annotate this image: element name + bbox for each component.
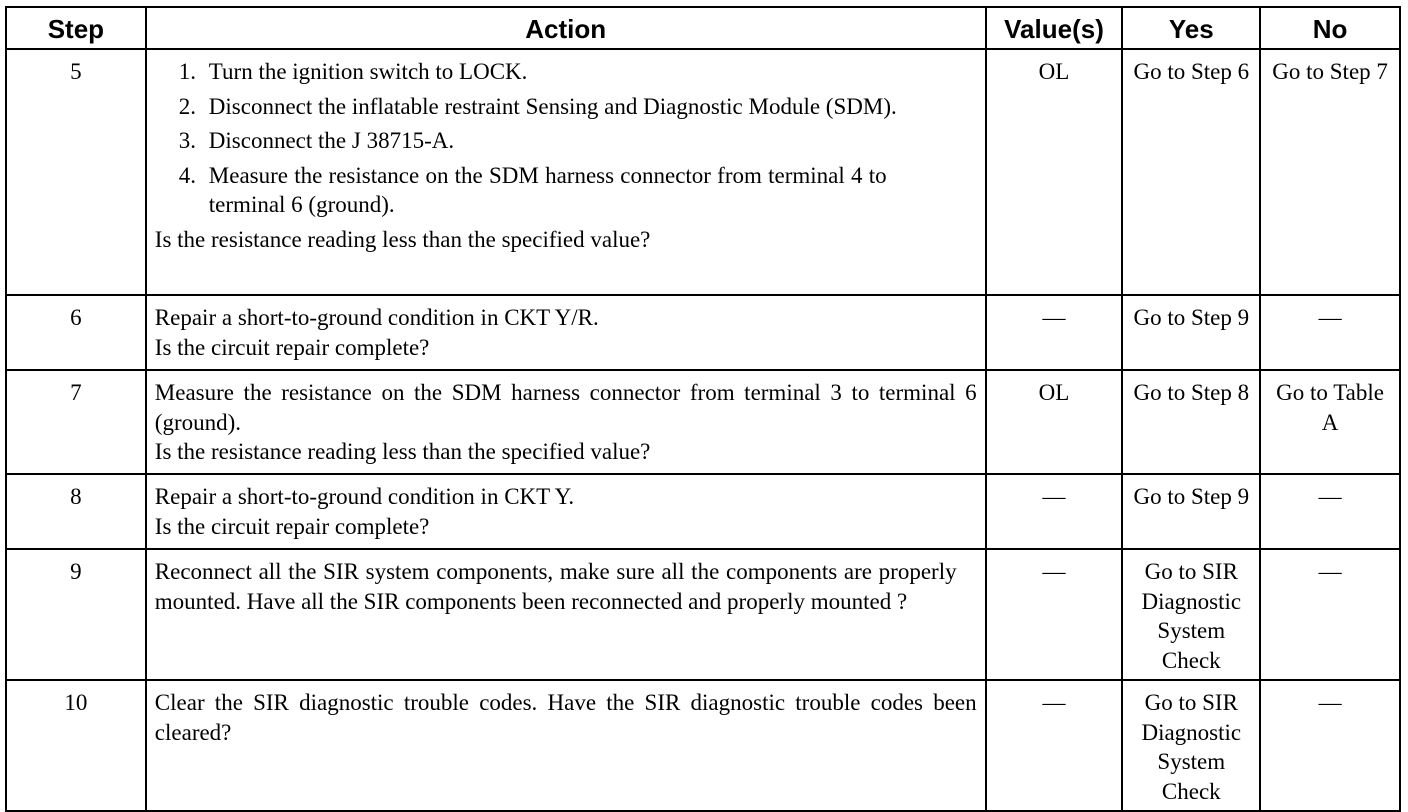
no-cell: Go to Table A — [1260, 370, 1400, 474]
table-row — [6, 370, 1400, 474]
table-header-row — [6, 7, 1400, 49]
action-cell — [146, 474, 986, 549]
action-cell — [146, 680, 986, 811]
step-number: 9 — [6, 549, 146, 680]
yes-cell: Go to SIR Diagnostic System Check — [1122, 549, 1260, 680]
value-cell: — — [986, 549, 1123, 680]
action-cell — [146, 370, 986, 474]
action-text: Repair a short-to-ground condition in CKT Y/R. — [154, 305, 599, 330]
substep: 1. Turn the ignition switch to LOCK. — [178, 59, 528, 84]
action-question: Is the circuit repair complete? — [154, 513, 430, 539]
action-text: Repair a short-to-ground condition in CKT Y. — [154, 484, 575, 509]
table-row — [6, 474, 1400, 549]
step-number: 8 — [6, 474, 146, 549]
no-cell: — — [1260, 295, 1400, 370]
substep: 2. Disconnect the inflatable restraint Sensing and Diagnostic Module (SDM). — [178, 93, 897, 119]
table-row — [6, 680, 1400, 811]
table-row — [6, 549, 1400, 680]
step-number: 7 — [6, 370, 146, 474]
yes-cell: Go to SIR Diagnostic System Check — [1122, 680, 1260, 811]
value-cell: OL — [986, 370, 1123, 474]
action-text: Clear the SIR diagnostic trouble codes. Have the SIR diagnostic trouble codes been cleared? — [154, 690, 977, 745]
action-cell — [146, 295, 986, 370]
action-text: Reconnect all the SIR system components, make sure all the components are properly mounted. Have all the SIR components been reconnected and properly mounted ? — [154, 559, 957, 614]
action-text: Measure the resistance on the SDM harness connector from terminal 3 to terminal 6 (ground). — [154, 380, 977, 435]
action-cell — [146, 49, 986, 295]
yes-cell: Go to Step 6 — [1122, 49, 1260, 295]
header-action: Action — [146, 7, 986, 49]
table-row — [6, 49, 1400, 295]
action-cell — [146, 549, 986, 680]
header-step: Step — [6, 7, 146, 49]
value-cell: OL — [986, 49, 1123, 295]
no-cell: Go to Step 7 — [1260, 49, 1400, 295]
value-cell: — — [986, 680, 1123, 811]
step-number: 10 — [6, 680, 146, 811]
substep-list — [155, 57, 977, 220]
action-question: Is the circuit repair complete? — [154, 334, 430, 360]
table-row — [6, 295, 1400, 370]
yes-cell: Go to Step 9 — [1122, 474, 1260, 549]
value-cell: — — [986, 474, 1123, 549]
yes-cell: Go to Step 9 — [1122, 295, 1260, 370]
header-values: Value(s) — [986, 7, 1123, 49]
action-question: Is the resistance reading less than the specified value? — [154, 226, 651, 252]
step-number: 6 — [6, 295, 146, 370]
substep: 4. Measure the resistance on the SDM harness connector from terminal 4 to terminal 6 (ground). — [178, 162, 887, 217]
no-cell: — — [1260, 680, 1400, 811]
header-yes: Yes — [1122, 7, 1260, 49]
diagnostic-table — [5, 6, 1401, 812]
action-question: Is the resistance reading less than the specified value? — [154, 439, 651, 464]
step-number: 5 — [6, 49, 146, 295]
substep: 3. Disconnect the J 38715-A. — [178, 128, 455, 153]
value-cell: — — [986, 295, 1123, 370]
header-no: No — [1260, 7, 1400, 49]
yes-cell: Go to Step 8 — [1122, 370, 1260, 474]
no-cell: — — [1260, 474, 1400, 549]
no-cell: — — [1260, 549, 1400, 680]
